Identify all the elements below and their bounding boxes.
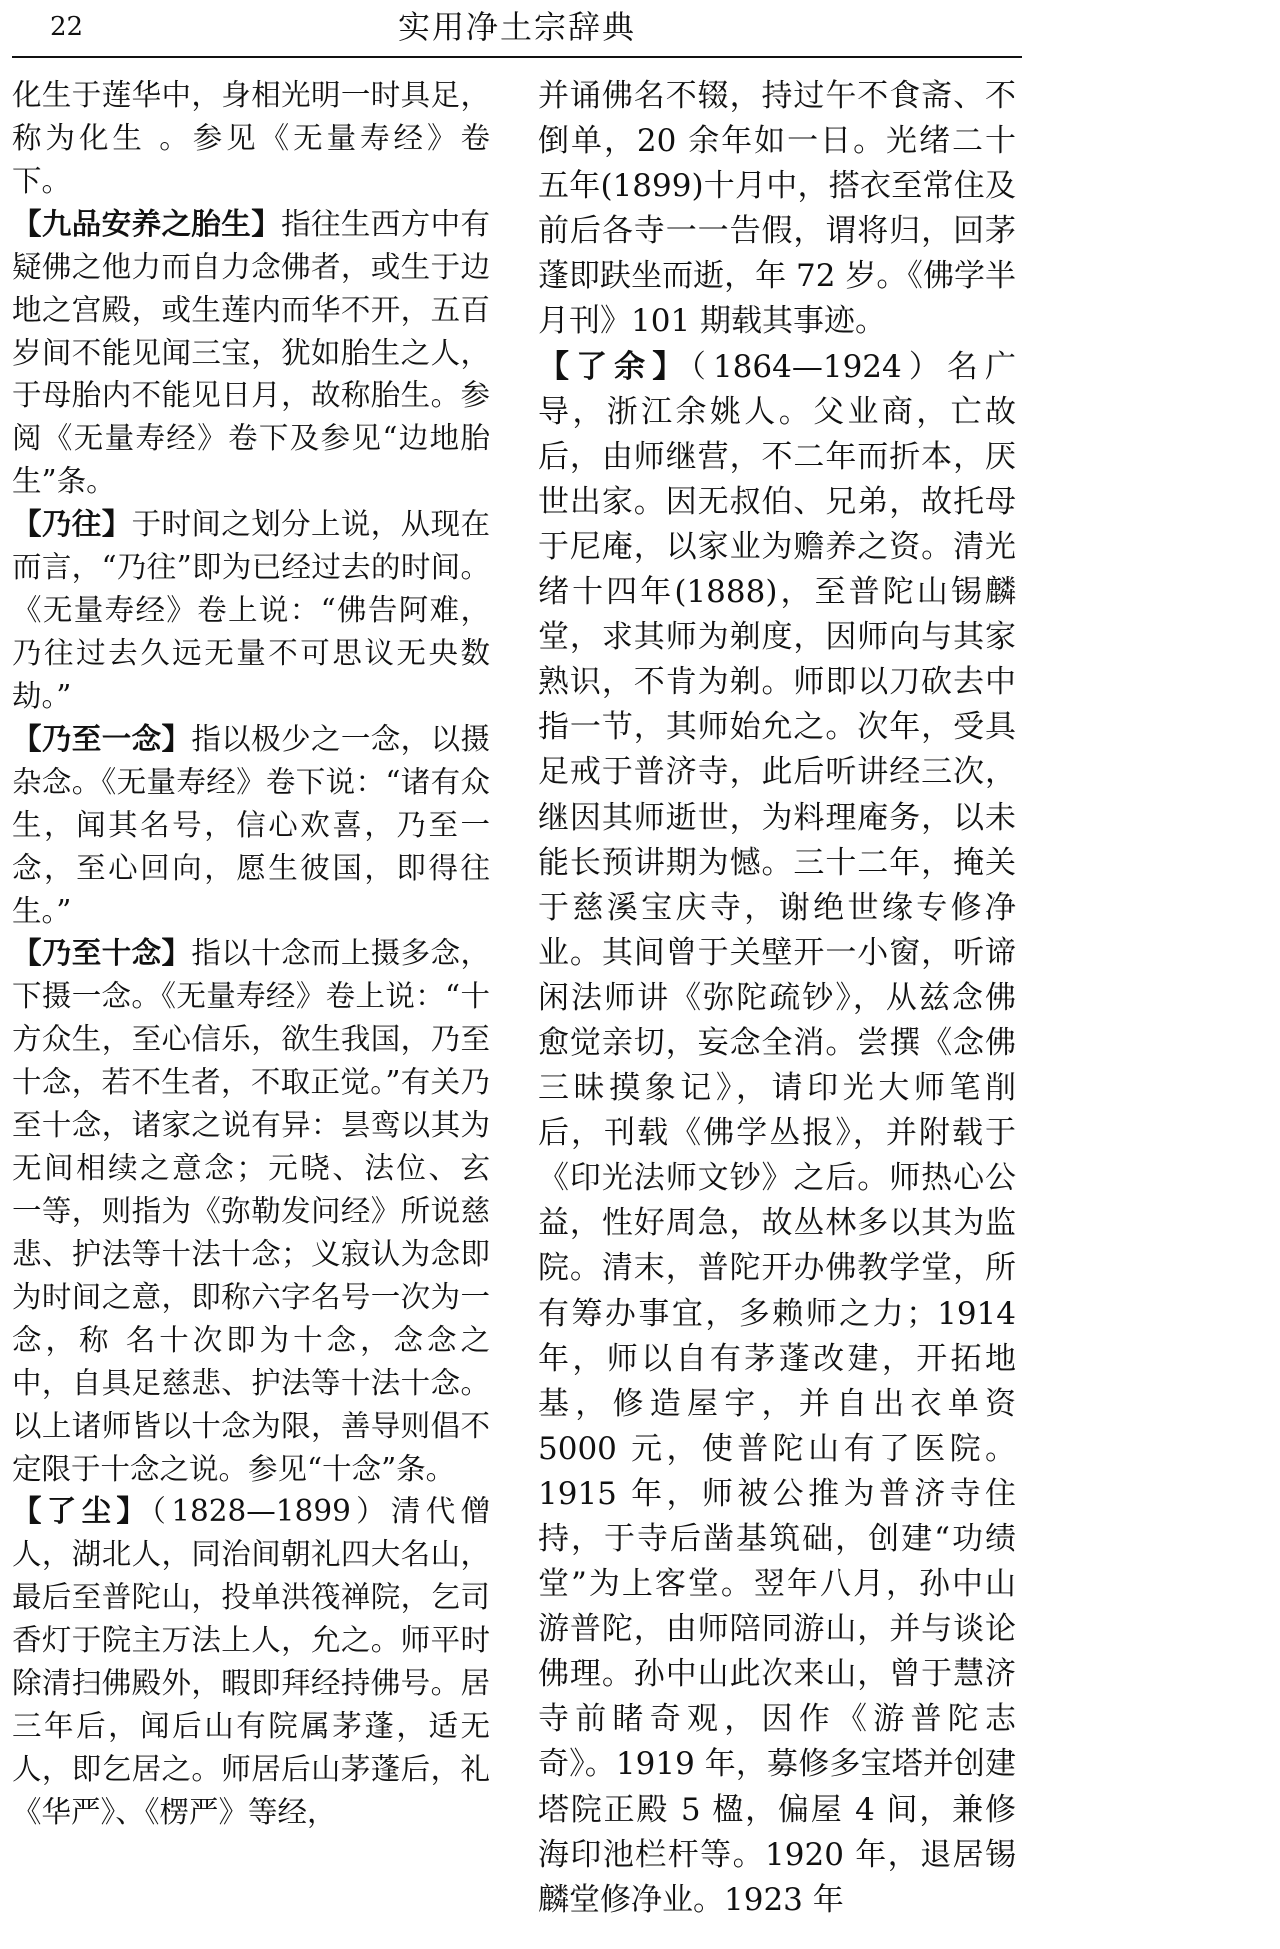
entry-continuation [12, 74, 490, 203]
entry-text: 指往生西方中有疑佛之他力而自力念佛者，或生于边地之宫殿，或生莲内而华不开，五百岁间不能见闻三宝，犹如胎生之人，于母胎内不能见日月，故称胎生。参阅《无量寿经》卷下及参见“边地胎生”条。 [12, 206, 490, 499]
entry-text: 于时间之划分上说，从现在而言，“乃往”即为已经过去的时间。《无量寿经》卷上说：“佛告阿难，乃往过去久远无量不可思议无央数劫。” [12, 507, 490, 713]
entry-naiwang [12, 503, 490, 718]
entry-naizhi-shinian [12, 932, 490, 1490]
entry-text: 并诵佛名不辍，持过午不食斋、不倒单，20 余年如一日。光绪二十五年(1899)十月中，搭衣至常住及前后各寺一一告假，谓将归，回茅蓬即趺坐而逝，年 72 岁。《佛学半月刊》101 期载其事迹。 [538, 78, 1016, 340]
entry-text: 化生于莲华中，身相光明一时具足，称为化生 。参见《无量寿经》卷下。 [12, 78, 490, 198]
entry-liaoyu [538, 345, 1016, 1923]
right-column [538, 74, 1016, 1923]
entry-headword: 【 乃至十念 】 [12, 935, 191, 970]
entry-continuation [538, 74, 1016, 345]
entry-jiupin-anyang-taisheng [12, 203, 490, 503]
entry-headword: 【 乃往 】 [12, 506, 132, 541]
entry-text: （1864—1924）名广导，浙江余姚人。父业商，亡故后，由师继营，不二年而折本，厌世出家。因无叔伯、兄弟，故托母于尼庵，以家业为赡养之资。清光绪十四年(1888)，至普陀山锡麟堂，求其师为剃度，因师向与其家熟识，不肯为剃。师即以刀砍去中指一节，其师始允之。次年，受具足戒于普济寺，此后听讲经三次，继因其师逝世，为料理庵务，以未能长预讲期为憾。三十二年，掩关于慈溪宝庆寺，谢绝世缘专修净业。其间曾于关壁开一小窗，听谛闲法师讲《弥陀疏钞》，从兹念佛愈觉亲切，妄念全消。尝撰《念佛三昧摸象记》，请印光大师笔削后，刊载《佛学丛报》，并附载于《印光法师文钞》之后。师热心公益，性好周急，故丛林多以其为监院。清末，普陀开办佛教学堂，所有筹办事宜，多赖师之力；1914 年，师以自有茅蓬改建，开拓地基，修造屋宇，并自出衣单资 5000 元，使普陀山有了医院。1915 年，师被公推为普济寺住持，于寺后凿基筑础，创建“功绩堂”为上客堂。翌年八月，孙中山游普陀，由师陪同游山，并与谈论佛理。孙中山此次来山，曾于慧济寺前睹奇观，因作《游普陀志奇》。1919 年，募修多宝塔并创建塔院正殿 5 楹，偏屋 4 间，兼修海印池栏杆等。1920 年，退居锡麟堂修净业。1923 年 [538, 348, 1017, 1918]
entry-headword: 【 乃至一念 】 [12, 721, 191, 756]
entry-headword: 【 了尘 】 [12, 1493, 151, 1528]
page-header [12, 0, 1022, 58]
entry-text: （1828—1899）清代僧人，湖北人，同治间朝礼四大名山，最后至普陀山，投单洪筏禅院，乞司香灯于院主万法上人，允之。师平时除清扫佛殿外，暇即拜经持佛号。居三年后，闻后山有院属茅蓬，适无人，即乞居之。师居后山茅蓬后，礼《华严》、《楞严》等经， [12, 1494, 490, 1829]
entry-liaochen [12, 1490, 490, 1833]
left-column [12, 74, 490, 1834]
entry-text: 指以十念而上摄多念，下摄一念。《无量寿经》卷上说：“十方众生，至心信乐，欲生我国，乃至十念，若不生者，不取正觉。”有关乃至十念，诸家之说有异：昙鸾以其为无间相续之意念；元晓、法位、玄 一等，则指为《弥勒发问经》所说慈悲、护法等十法十念；义寂认为念即为时间之意，即称六字名号一次为一念，称 名十次即为十念，念念之中，自具足慈悲、护法等十法十念。以上诸师皆以十念为限，善导则倡不定限于十念之说。参见“十念”条。 [12, 936, 490, 1486]
entry-headword: 【 了余 】 [538, 349, 690, 385]
entry-text: 指以极少之一念，以摄杂念。《无量寿经》卷下说：“诸有众生，闻其名号，信心欢喜，乃至一念，至心回向，愿生彼国，即得往生。” [12, 721, 490, 928]
entry-naizhi-yinian [12, 718, 490, 933]
page-number: 22 [50, 12, 84, 42]
entry-headword: 【 九品安养之胎生 】 [12, 206, 281, 241]
running-title: 实用净土宗辞典 [397, 8, 636, 46]
